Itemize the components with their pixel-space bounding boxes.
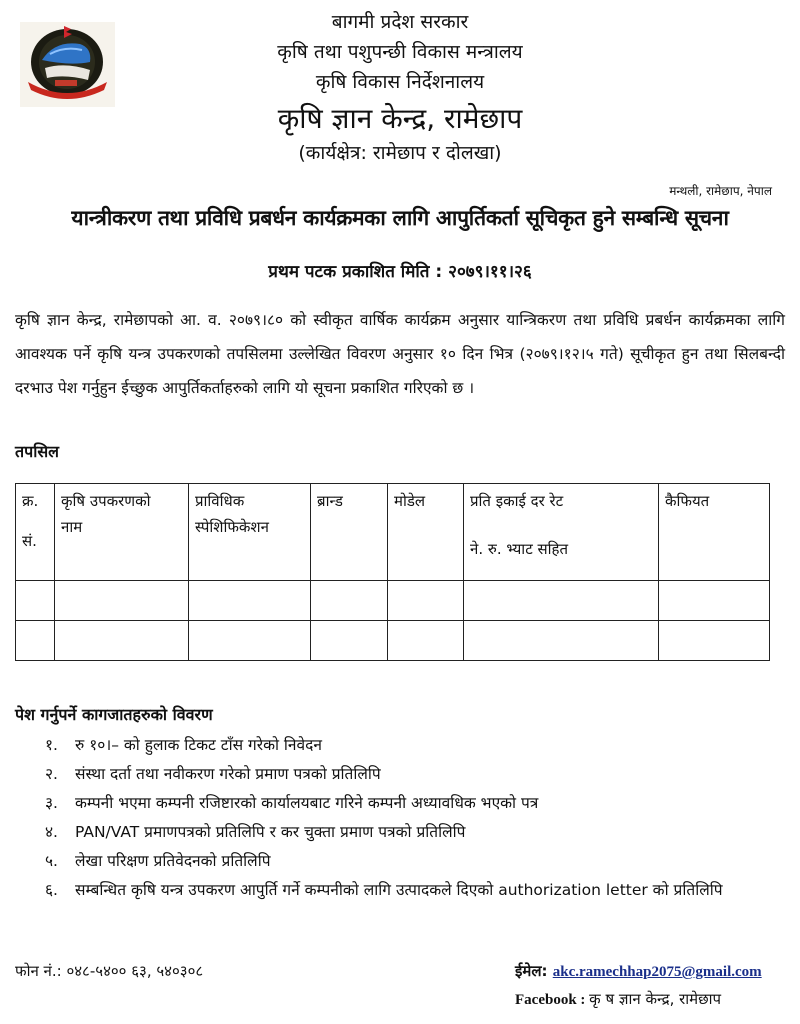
notice-body: कृषि ज्ञान केन्द्र, रामेछापको आ. व. २०७९।८० को स्वीकृत वार्षिक कार्यक्रम अनुसार यान्त्रिकरण तथा प्रविधि प्रबर्धन कार्यक्रमका लागि आवश्यक पर्ने कृषि यन्त्र उपकरणको तपसिलमा उल्लेखित विवरण अनुसार १० दिन भित्र (२०७९।१२।५ गते) सूचीकृत हुन तथा सिलबन्दी दरभाउ पेश गर्नुहुन ईच्छुक आपुर्तिकर्ताहरुको लागि यो सूचना प्रकाशित गरिएको छ ।: [15, 311, 785, 397]
table-cell: [659, 621, 770, 661]
facebook-page-name: कृ ष ज्ञान केन्द्र, रामेछाप: [589, 990, 722, 1008]
table-header-row: [16, 484, 770, 581]
office-location: मन्थली, रामेछाप, नेपाल: [669, 184, 772, 198]
equipment-schedule-table: [15, 483, 770, 661]
table-cell: [464, 621, 659, 661]
required-documents-list: [45, 731, 790, 905]
schedule-heading: तपसिल: [15, 442, 60, 461]
column-header-remarks: कैफियत: [659, 484, 770, 581]
province-government-title: बागमी प्रदेश सरकार: [331, 11, 469, 33]
table-row: [16, 581, 770, 621]
column-header-specification: प्राविधिक स्पेशिफिकेशन: [189, 484, 311, 581]
table-cell: [55, 581, 189, 621]
table-cell: [311, 581, 388, 621]
table-cell: [311, 621, 388, 661]
table-cell: [16, 581, 55, 621]
table-cell: [388, 621, 464, 661]
facebook-label: Facebook :: [515, 992, 590, 1008]
column-header-unit-rate: प्रति इकाई दर रेट ने. रु. भ्याट सहित: [464, 484, 659, 581]
list-item: ४. PAN/VAT प्रमाणपत्रको प्रतिलिपि र कर चुक्ता प्रमाण पत्रको प्रतिलिपि: [45, 823, 466, 841]
list-item: २. संस्था दर्ता तथा नवीकरण गरेको प्रमाण पत्रको प्रतिलिपि: [45, 765, 381, 783]
published-date: प्रथम पटक प्रकाशित मिति : २०७९।११।२६: [268, 262, 532, 282]
email-link[interactable]: akc.ramechhap2075@gmail.com: [552, 964, 762, 980]
email-line: [515, 961, 762, 981]
ministry-title: कृषि तथा पशुपन्छी विकास मन्त्रालय: [277, 41, 523, 63]
directorate-title: कृषि विकास निर्देशनालय: [315, 71, 485, 93]
table-cell: [659, 581, 770, 621]
jurisdiction-text: (कार्यक्षेत्र: रामेछाप र दोलखा): [298, 142, 502, 164]
facebook-line: [515, 989, 721, 1009]
nepal-government-emblem-icon: [20, 22, 115, 107]
table-cell: [189, 581, 311, 621]
phone-number: फोन नं.: ०४८-५४०० ६३, ५४०३०८: [15, 962, 204, 980]
table-cell: [388, 581, 464, 621]
notice-title: यान्त्रीकरण तथा प्रविधि प्रबर्धन कार्यक्रमका लागि आपुर्तिकर्ता सूचिकृत हुने सम्बन्धि सूचना: [71, 206, 729, 230]
column-header-serial: क्र. सं.: [16, 484, 55, 581]
list-item: ६. सम्बन्धित कृषि यन्त्र उपकरण आपुर्ति गर्ने कम्पनीको लागि उत्पादकले दिएको authorization letter को प्रतिलिपि: [45, 881, 723, 899]
email-label: ईमेल:: [515, 962, 553, 980]
list-item: ५. लेखा परिक्षण प्रतिवेदनको प्रतिलिपि: [45, 852, 271, 870]
list-item: ३. कम्पनी भएमा कम्पनी रजिष्टारको कार्यालयबाट गरिने कम्पनी अध्यावधिक भएको पत्र: [45, 794, 539, 812]
table-cell: [55, 621, 189, 661]
required-documents-heading: पेश गर्नुपर्ने कागजातहरुको विवरण: [15, 705, 213, 724]
column-header-equipment-name: कृषि उपकरणको नाम: [55, 484, 189, 581]
list-item: १. रु १०।– को हुलाक टिकट टाँस गरेको निवेदन: [45, 736, 322, 754]
column-header-model: मोडेल: [388, 484, 464, 581]
table-cell: [189, 621, 311, 661]
table-cell: [464, 581, 659, 621]
table-row: [16, 621, 770, 661]
column-header-brand: ब्रान्ड: [311, 484, 388, 581]
office-title: कृषि ज्ञान केन्द्र, रामेछाप: [277, 102, 523, 135]
table-cell: [16, 621, 55, 661]
